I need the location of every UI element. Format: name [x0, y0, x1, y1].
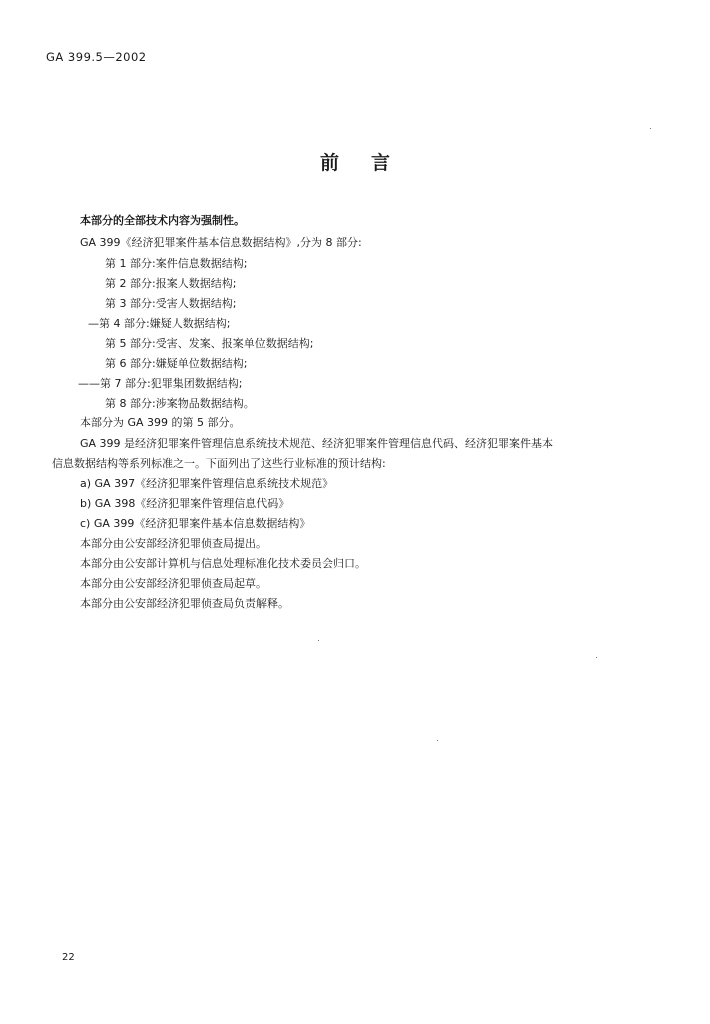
paragraph-series-line2: 信息数据结构等系列标准之一。下面列出了这些行业标准的预计结构: [52, 457, 386, 470]
standard-list-item: b) GA 398《经济犯罪案件管理信息代码》 [80, 497, 290, 510]
scan-speck [318, 640, 319, 641]
part-list-item: —第 4 部分:嫌疑人数据结构; [88, 317, 231, 330]
scan-speck [437, 740, 438, 741]
part-list-item: 第 6 部分:嫌疑单位数据结构; [105, 357, 248, 370]
standard-list-item: a) GA 397《经济犯罪案件管理信息系统技术规范》 [80, 477, 334, 490]
part-list-item: 第 1 部分:案件信息数据结构; [105, 257, 248, 270]
paragraph-part-number: 本部分为 GA 399 的第 5 部分。 [80, 416, 241, 429]
paragraph-proposed-by: 本部分由公安部经济犯罪侦查局提出。 [80, 537, 267, 550]
paragraph-interpreted-by: 本部分由公安部经济犯罪侦查局负责解释。 [80, 597, 289, 610]
scan-speck [650, 128, 651, 129]
paragraph-structure-intro: GA 399《经济犯罪案件基本信息数据结构》,分为 8 部分: [80, 236, 362, 249]
paragraph-drafted-by: 本部分由公安部经济犯罪侦查局起草。 [80, 577, 267, 590]
paragraph-series-line1: GA 399 是经济犯罪案件管理信息系统技术规范、经济犯罪案件管理信息代码、经济犯罪案件基本 [80, 437, 554, 450]
part-list-item: ——第 7 部分:犯罪集团数据结构; [78, 377, 243, 390]
page-number: 22 [62, 952, 75, 963]
standard-list-item: c) GA 399《经济犯罪案件基本信息数据结构》 [80, 517, 311, 530]
paragraph-mandatory: 本部分的全部技术内容为强制性。 [80, 214, 245, 227]
paragraph-centralized-by: 本部分由公安部计算机与信息处理标准化技术委员会归口。 [80, 557, 366, 570]
page-title: 前言 [319, 152, 422, 174]
part-list-item: 第 2 部分:报案人数据结构; [105, 277, 237, 290]
scan-speck [596, 657, 597, 658]
standard-number: GA 399.5—2002 [46, 50, 147, 64]
part-list-item: 第 3 部分:受害人数据结构; [105, 297, 237, 310]
part-list-item: 第 8 部分:涉案物品数据结构。 [105, 397, 255, 410]
part-list-item: 第 5 部分:受害、发案、报案单位数据结构; [105, 337, 314, 350]
